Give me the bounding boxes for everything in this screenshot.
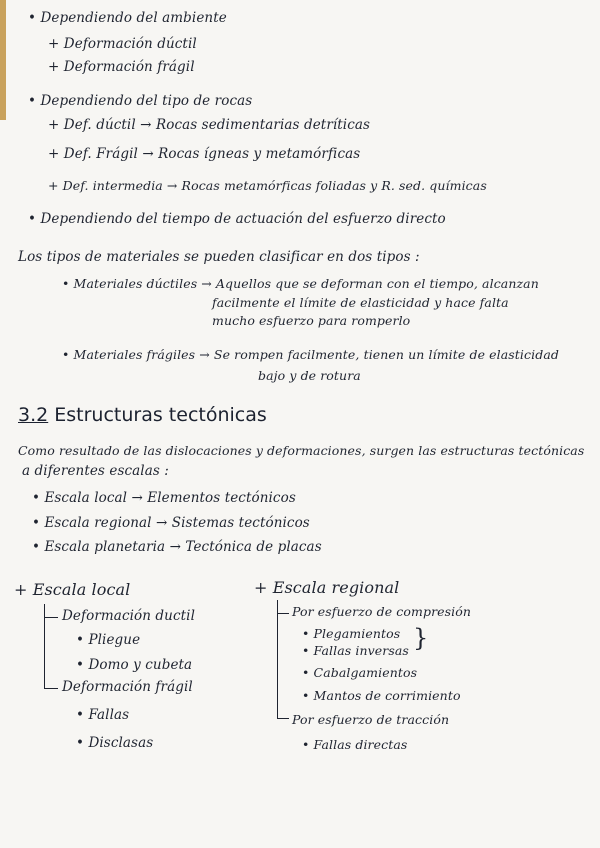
item-deformacion-ductil: + Deformación dúctil bbox=[48, 36, 197, 52]
bullet-tiempo-actuacion: • Dependiendo del tiempo de actuación del esfuerzo directo bbox=[28, 211, 446, 227]
estructuras-intro: Como resultado de las dislocaciones y deformaciones, surgen las estructuras tectónicas bbox=[18, 443, 585, 458]
tree-right-title: + Escala regional bbox=[254, 578, 400, 597]
tree-left-title: + Escala local bbox=[14, 580, 131, 599]
materiales-ductiles: • Materiales dúctiles → Aquellos que se deforman con el tiempo, alcanzan bbox=[62, 276, 539, 291]
escala-local-bullet: • Escala local → Elementos tectónicos bbox=[32, 490, 296, 506]
section-heading bbox=[18, 404, 267, 426]
tree-left-b: Deformación frágil bbox=[62, 679, 193, 695]
tree-right-b1: • Fallas directas bbox=[302, 737, 408, 752]
escala-regional-bullet: • Escala regional → Sistemas tectónicos bbox=[32, 515, 310, 531]
escala-planetaria-bullet: • Escala planetaria → Tectónica de placas bbox=[32, 539, 322, 555]
tree-right-branch-b bbox=[277, 718, 289, 719]
tree-right-connector bbox=[277, 600, 278, 718]
tree-right-a3: • Cabalgamientos bbox=[302, 665, 418, 680]
tree-left-branch-b bbox=[44, 688, 58, 689]
tree-right-a4: • Mantos de corrimiento bbox=[302, 688, 461, 703]
page-edge-decoration bbox=[0, 0, 6, 120]
tree-right-b: Por esfuerzo de tracción bbox=[292, 712, 450, 727]
tree-left-branch-a bbox=[44, 617, 58, 618]
materiales-ductiles-cont2: mucho esfuerzo para romperlo bbox=[212, 313, 411, 328]
item-def-intermedia-rocas: + Def. intermedia → Rocas metamórficas foliadas y R. sed. químicas bbox=[48, 178, 487, 193]
tree-right-a2: • Fallas inversas bbox=[302, 643, 409, 658]
bullet-tipo-rocas: • Dependiendo del tipo de rocas bbox=[28, 93, 253, 109]
tree-right-a: Por esfuerzo de compresión bbox=[292, 604, 472, 619]
materiales-fragiles-cont: bajo y de rotura bbox=[258, 368, 361, 383]
section-number: 3.2 bbox=[18, 404, 49, 426]
section-title: Estructuras tectónicas bbox=[54, 404, 267, 426]
materiales-ductiles-cont1: facilmente el límite de elasticidad y hace falta bbox=[212, 295, 509, 310]
tree-left-b1: • Fallas bbox=[76, 707, 130, 723]
item-def-ductil-rocas: + Def. dúctil → Rocas sedimentarias detríticas bbox=[48, 117, 371, 133]
tree-left-a1: • Pliegue bbox=[76, 632, 141, 648]
brace-symbol: } bbox=[413, 624, 429, 652]
materiales-intro: Los tipos de materiales se pueden clasificar en dos tipos : bbox=[18, 249, 420, 265]
tree-right-a1: • Plegamientos bbox=[302, 626, 401, 641]
tree-left-a2: • Domo y cubeta bbox=[76, 657, 193, 673]
item-def-fragil-rocas: + Def. Frágil → Rocas ígneas y metamórficas bbox=[48, 146, 361, 162]
bullet-ambiente: • Dependiendo del ambiente bbox=[28, 10, 227, 26]
tree-left-a: Deformación ductil bbox=[62, 608, 195, 624]
item-deformacion-fragil: + Deformación frágil bbox=[48, 59, 195, 75]
estructuras-intro-cont: a diferentes escalas : bbox=[22, 463, 169, 479]
materiales-fragiles: • Materiales frágiles → Se rompen facilmente, tienen un límite de elasticidad bbox=[62, 347, 559, 362]
tree-right-branch-a bbox=[277, 613, 289, 614]
tree-left-b2: • Disclasas bbox=[76, 735, 154, 751]
